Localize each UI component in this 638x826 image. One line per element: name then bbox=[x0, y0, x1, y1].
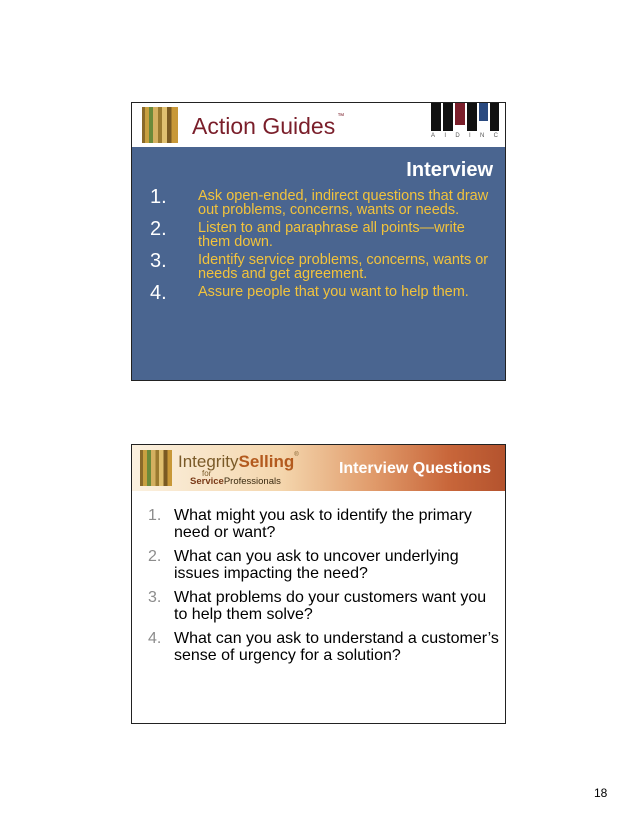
item-text: What might you ask to identify the primary need or want? bbox=[174, 507, 472, 541]
item-text: Listen to and paraphrase all points—write them down. bbox=[198, 220, 465, 250]
list-item bbox=[150, 218, 495, 250]
list-item bbox=[148, 507, 500, 541]
list-item bbox=[148, 548, 500, 582]
section-heading: Interview bbox=[406, 159, 493, 181]
guide-list bbox=[150, 186, 495, 304]
slide-title-text: Action Guides bbox=[192, 113, 336, 139]
item-number: 4. bbox=[150, 282, 167, 304]
slide-header bbox=[132, 103, 505, 147]
item-text: What can you ask to uncover underlying issues impacting the need? bbox=[174, 548, 459, 582]
list-item bbox=[150, 186, 495, 218]
list-item bbox=[150, 282, 495, 304]
aidinc-letters: A I D I N C bbox=[431, 133, 499, 139]
item-text: Ask open-ended, indirect questions that draw out problems, concerns, wants or needs. bbox=[198, 188, 489, 218]
slide-title bbox=[192, 113, 344, 140]
interview-questions-slide bbox=[131, 444, 506, 724]
item-number: 3. bbox=[148, 589, 162, 606]
item-number: 1. bbox=[150, 186, 167, 208]
trademark-symbol: ™ bbox=[337, 113, 345, 120]
item-number: 2. bbox=[148, 548, 162, 565]
page-number: 18 bbox=[594, 786, 608, 800]
logo-subtitle: ServiceProfessionals bbox=[190, 476, 281, 487]
item-text: What can you ask to understand a customer’s sense of urgency for a solution? bbox=[174, 630, 499, 664]
item-text: What problems do your customers want you to help them solve? bbox=[174, 589, 487, 623]
item-text: Identify service problems, concerns, wants or needs and get agreement. bbox=[198, 252, 489, 282]
item-text: Assure people that you want to help them. bbox=[198, 284, 469, 300]
list-item bbox=[148, 630, 500, 664]
item-number: 1. bbox=[148, 507, 162, 524]
artwork-logo-icon bbox=[142, 107, 178, 143]
list-item bbox=[148, 589, 500, 623]
slide-header bbox=[132, 445, 505, 491]
item-number: 3. bbox=[150, 250, 167, 272]
question-list bbox=[148, 507, 500, 671]
list-item bbox=[150, 250, 495, 282]
integrity-selling-logo: IntegritySelling® bbox=[178, 452, 299, 471]
artwork-logo-icon bbox=[140, 450, 172, 486]
logo-for-text: for bbox=[202, 469, 212, 478]
item-number: 2. bbox=[150, 218, 167, 240]
action-guides-slide bbox=[131, 102, 506, 381]
item-number: 4. bbox=[148, 630, 162, 647]
slide-title: Interview Questions bbox=[338, 460, 491, 477]
